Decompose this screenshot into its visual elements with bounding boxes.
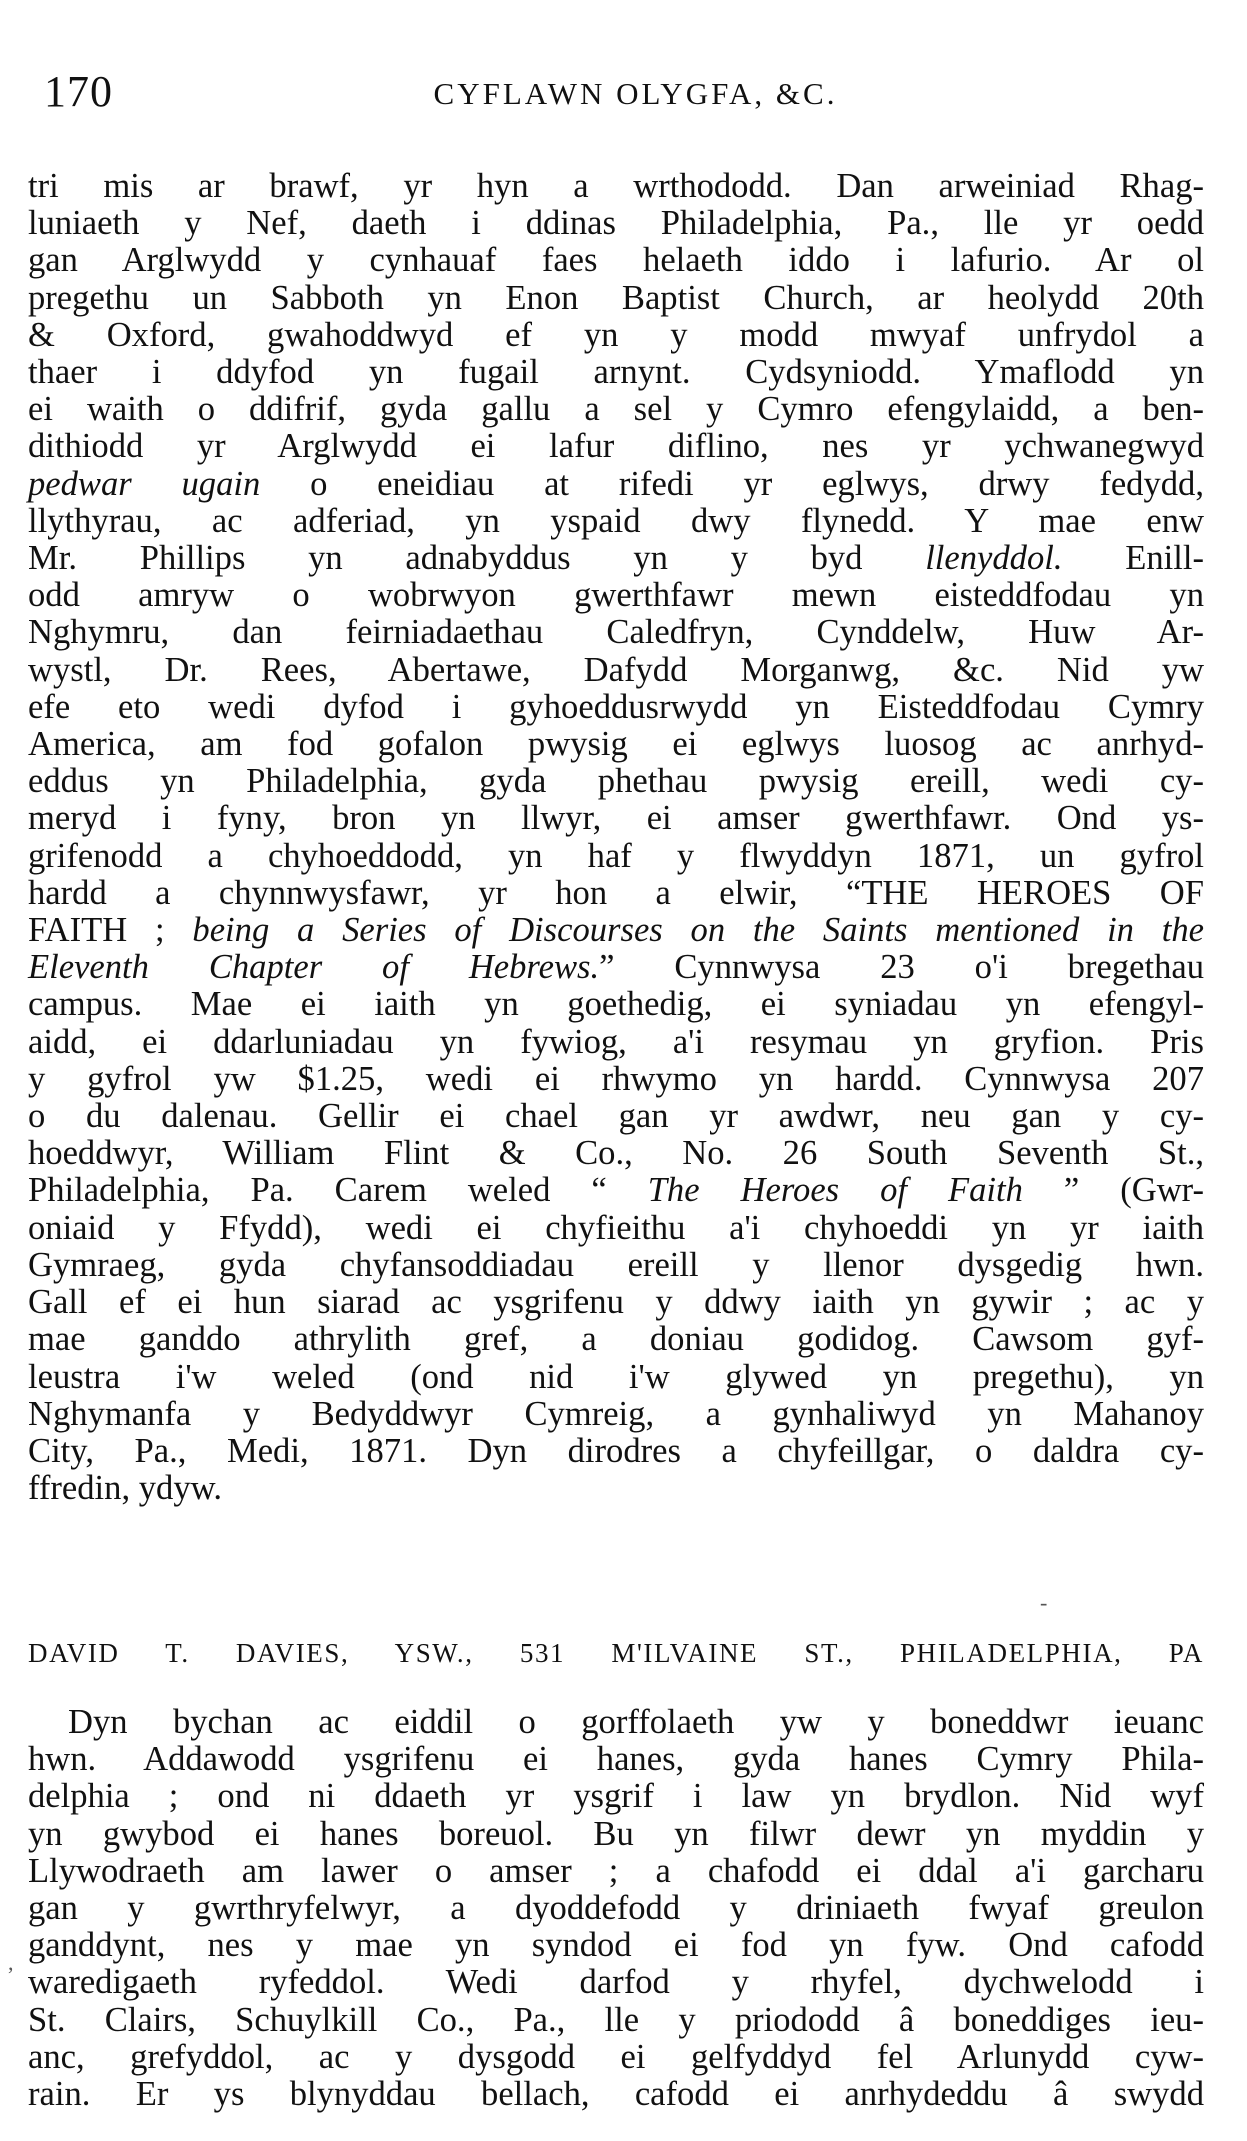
italic-phrase: being a Series of Discourses on the Saints mentioned in the (192, 911, 1204, 950)
text-line: ffredin, ydyw. (28, 1469, 222, 1508)
paragraph-davies (28, 1704, 1204, 2113)
text-run: Enill- (1062, 539, 1204, 578)
text-line: yn gwybod ei hanes boreuol. Bu yn filwr dewr yn myddin y (28, 1814, 1204, 1853)
text-line: Nghymru, dan feirniadaethau Caledfryn, Cynddelw, Huw Ar- (28, 613, 1204, 652)
text-line: City, Pa., Medi, 1871. Dyn dirodres a chyfeillgar, o daldra cy- (28, 1431, 1204, 1470)
text-line: mae ganddo athrylith gref, a doniau godidog. Cawsom gyf- (28, 1320, 1204, 1359)
text-line (28, 540, 1204, 577)
text-line (28, 949, 1204, 986)
text-line: Gall ef ei hun siarad ac ysgrifenu y ddwy iaith yn gywir ; ac y (28, 1283, 1204, 1322)
text-line: delphia ; ond ni ddaeth yr ysgrif i law yn brydlon. Nid wyf (28, 1777, 1204, 1816)
text-line (28, 1172, 1204, 1209)
text-line: leustra i'w weled (ond nid i'w glywed yn pregethu), yn (28, 1357, 1204, 1396)
text-line: pregethu un Sabboth yn Enon Baptist Church, ar heolydd 20th (28, 278, 1204, 317)
print-speck: ‐ (1040, 1590, 1048, 1615)
text-line: waredigaeth ryfeddol. Wedi darfod y rhyfel, dychwelodd i (28, 1963, 1204, 2002)
text-line: Llywodraeth am lawer o amser ; a chafodd ei ddal a'i garcharu (28, 1851, 1204, 1890)
page-header (44, 66, 1187, 126)
text-line: hwn. Addawodd ysgrifenu ei hanes, gyda hanes Cymry Phila- (28, 1740, 1204, 1779)
text-line: llythyrau, ac adferiad, yn yspaid dwy flynedd. Y mae enw (28, 501, 1204, 540)
text-run: o eneidiau at rifedi yr eglwys, drwy fedydd, (260, 464, 1204, 503)
text-line: aidd, ei ddarluniadau yn fywiog, a'i resymau yn gryfion. Pris (28, 1022, 1204, 1061)
print-speck: , (8, 1950, 14, 1975)
text-line: wystl, Dr. Rees, Abertawe, Dafydd Morganwg, &c. Nid yw (28, 650, 1204, 689)
text-line: tri mis ar brawf, yr hyn a wrthododd. Dan arweiniad Rhag- (28, 167, 1204, 205)
text-run: ” Cynnwysa 23 o'i bregethau (599, 948, 1204, 987)
text-line: grifenodd a chyhoeddodd, yn haf y flwyddyn 1871, un gyfrol (28, 836, 1204, 875)
text-line: Dyn bychan ac eiddil o gorffolaeth yw y boneddwr ieuanc (68, 1703, 1204, 1741)
italic-phrase: Eleventh Chapter of Hebrews. (28, 948, 600, 987)
text-line: y gyfrol yw $1.25, wedi ei rhwymo yn hardd. Cynnwysa 207 (28, 1059, 1204, 1098)
page-number: 170 (44, 67, 113, 116)
running-head: CYFLAWN OLYGFA, &C. (433, 76, 838, 111)
text-run: Philadelphia, Pa. Carem weled “ (28, 1171, 648, 1210)
text-line: eddus yn Philadelphia, gyda phethau pwysig ereill, wedi cy- (28, 762, 1204, 801)
text-line: luniaeth y Nef, daeth i ddinas Philadelphia, Pa., lle yr oedd (28, 204, 1204, 243)
text-run: FAITH ; (28, 911, 193, 950)
text-line: America, am fod gofalon pwysig ei eglwys luosog ac anrhyd- (28, 725, 1204, 764)
text-line: Nghymanfa y Bedyddwyr Cymreig, a gynhaliwyd yn Mahanoy (28, 1394, 1204, 1433)
text-line: odd amryw o wobrwyon gwerthfawr mewn eisteddfodau yn (28, 576, 1204, 615)
text-line: dithiodd yr Arglwydd ei lafur diflino, nes yr ychwanegwyd (28, 427, 1204, 466)
text-line: meryd i fyny, bron yn llwyr, ei amser gwerthfawr. Ond ys- (28, 799, 1204, 838)
text-line (28, 912, 1204, 949)
italic-phrase: The Heroes of Faith (647, 1171, 1023, 1210)
text-line: campus. Mae ei iaith yn goethedig, ei syniadau yn efengyl- (28, 985, 1204, 1024)
text-run: Mr. Phillips yn adnabyddus yn y byd (28, 539, 926, 578)
text-line: rain. Er ys blynyddau bellach, cafodd ei anrhydeddu â swydd (28, 2075, 1204, 2114)
italic-phrase: pedwar ugain (28, 464, 261, 503)
text-line: ganddynt, nes y mae yn syndod ei fod yn fyw. Ond cafodd (28, 1926, 1204, 1965)
text-line: Gymraeg, gyda chyfansoddiadau ereill y llenor dysgedig hwn. (28, 1245, 1204, 1284)
text-line: hardd a chynnwysfawr, yr hon a elwir, “THE HEROES OF (28, 873, 1204, 912)
section-heading: DAVID T. DAVIES, YSW., 531 M'ILVAINE ST., PHILADELPHIA, PA (28, 1638, 1204, 1668)
text-line: thaer i ddyfod yn fugail arnynt. Cydsyniodd. Ymaflodd yn (28, 353, 1204, 392)
text-line: o du dalenau. Gellir ei chael gan yr awdwr, neu gan y cy- (28, 1097, 1204, 1136)
text-line: efe eto wedi dyfod i gyhoeddusrwydd yn Eisteddfodau Cymry (28, 687, 1204, 726)
text-line: hoeddwyr, William Flint & Co., No. 26 South Seventh St., (28, 1134, 1204, 1173)
text-run: ” (Gwr- (1022, 1171, 1205, 1210)
text-line: gan y gwrthryfelwyr, a dyoddefodd y driniaeth fwyaf greulon (28, 1889, 1204, 1928)
italic-phrase: llenyddol. (925, 539, 1063, 578)
text-line: oniaid y Ffydd), wedi ei chyfieithu a'i chyhoeddi yn yr iaith (28, 1208, 1204, 1247)
text-line: St. Clairs, Schuylkill Co., Pa., lle y priododd â boneddiges ieu- (28, 2000, 1204, 2039)
text-line: gan Arglwydd y cynhauaf faes helaeth iddo i lafurio. Ar ol (28, 241, 1204, 280)
text-line: & Oxford, gwahoddwyd ef yn y modd mwyaf unfrydol a (28, 315, 1204, 354)
text-line: anc, grefyddol, ac y dysgodd ei gelfyddyd fel Arlunydd cyw- (28, 2037, 1204, 2076)
paragraph-phillips (28, 168, 1204, 1507)
text-line (28, 466, 1204, 503)
text-line: ei waith o ddifrif, gyda gallu a sel y Cymro efengylaidd, a ben- (28, 390, 1204, 429)
